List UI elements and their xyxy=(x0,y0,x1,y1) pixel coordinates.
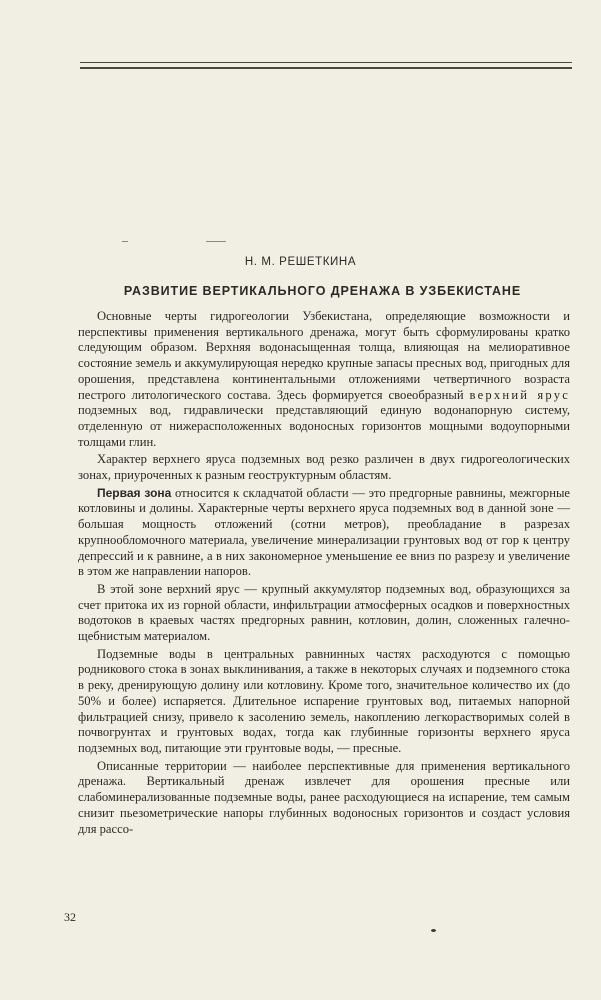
header-rule-thick xyxy=(80,67,572,69)
scan-speck xyxy=(206,241,226,242)
emphasized-term: верхний ярус xyxy=(469,387,570,402)
scan-speck xyxy=(122,241,128,242)
article-body xyxy=(78,309,570,837)
paragraph: Описанные территории — наиболее перспективные для применения вертикального дренажа. Вертикальный дренаж извлечет для орошения пресные или слабоминерализованные подземные воды, ранее расходующиеся на испарение, тем самым снизит пьезометрические напоры глубинных водоносных горизонтов и создаст условия для рассо- xyxy=(78,758,570,836)
page-number: 32 xyxy=(64,910,76,924)
scan-dot xyxy=(431,929,436,932)
paragraph xyxy=(78,486,570,580)
article-title: РАЗВИТИЕ ВЕРТИКАЛЬНОГО ДРЕНАЖА В УЗБЕКИСТАНЕ xyxy=(123,284,522,298)
header-rule-thin xyxy=(80,62,572,63)
paragraph-text: Основные черты гидрогеологии Узбекистана, определяющие возможности и перспективы применения вертикального дренажа, могут быть сформулированы кратко следующим образом. Верхняя водонасыщенная толща, влияющая на мелиоративное состояние земель и аккумулирующая нередко крупные запасы пресных вод, пригодных для орошения, представлена континентальными отложениями четвертичного возраста пестрого литологического состава. Здесь формируется своеобразный xyxy=(78,309,570,402)
paragraph-text: подземных вод, гидравлически представляющий единую водонапорную систему, отделенную от нижерасположенных водоносных горизонтов мощными водоупорными толщами глин. xyxy=(78,403,570,449)
author-name: Н. М. РЕШЕТКИНА xyxy=(244,256,357,268)
paragraph: Подземные воды в центральных равнинных частях расходуются с помощью родникового стока в зонах выклинивания, а также в некоторых случаях и подземного стока в реку, дренирующую долину или котловину. Кроме того, значительное количество их (до 50% и более) испаряется. Длительное испарение грунтовых вод, питаемых напорной фильтрацией снизу, привело к засолению земель, накоплению легкорастворимых солей в почвогрунтах и грунтовых водах, тогда как глубинные горизонты верхнего яруса подземных вод, питающие эти грунтовые воды, — пресные. xyxy=(78,646,570,755)
zone-heading: Первая зона xyxy=(97,485,172,500)
paragraph xyxy=(78,309,570,450)
paragraph-text: относится к складчатой области — это предгорные равнины, межгорные котловины и долины. Характерные черты верхнего яруса подземных вод в данной зоне — большая мощность отложений (сотни метров), преобладание в разрезах крупнообломочного материала, увеличение минерализации грунтовых вод от гор к центру депрессий и к равнине, а в них закономерное уменьшение ее вниз по разрезу и увеличение в этом же направлении напоров. xyxy=(78,485,570,579)
paragraph: В этой зоне верхний ярус — крупный аккумулятор подземных вод, образующихся за счет притока их из горной области, инфильтрации атмосферных осадков и поверхностных водотоков в краевых частях предгорных равнин, котловин, долин, сложенных галечно-щебнистым материалом. xyxy=(78,581,570,644)
paragraph: Характер верхнего яруса подземных вод резко различен в двух гидрогеологических зонах, приуроченных к разным геоструктурным областям. xyxy=(78,452,570,483)
